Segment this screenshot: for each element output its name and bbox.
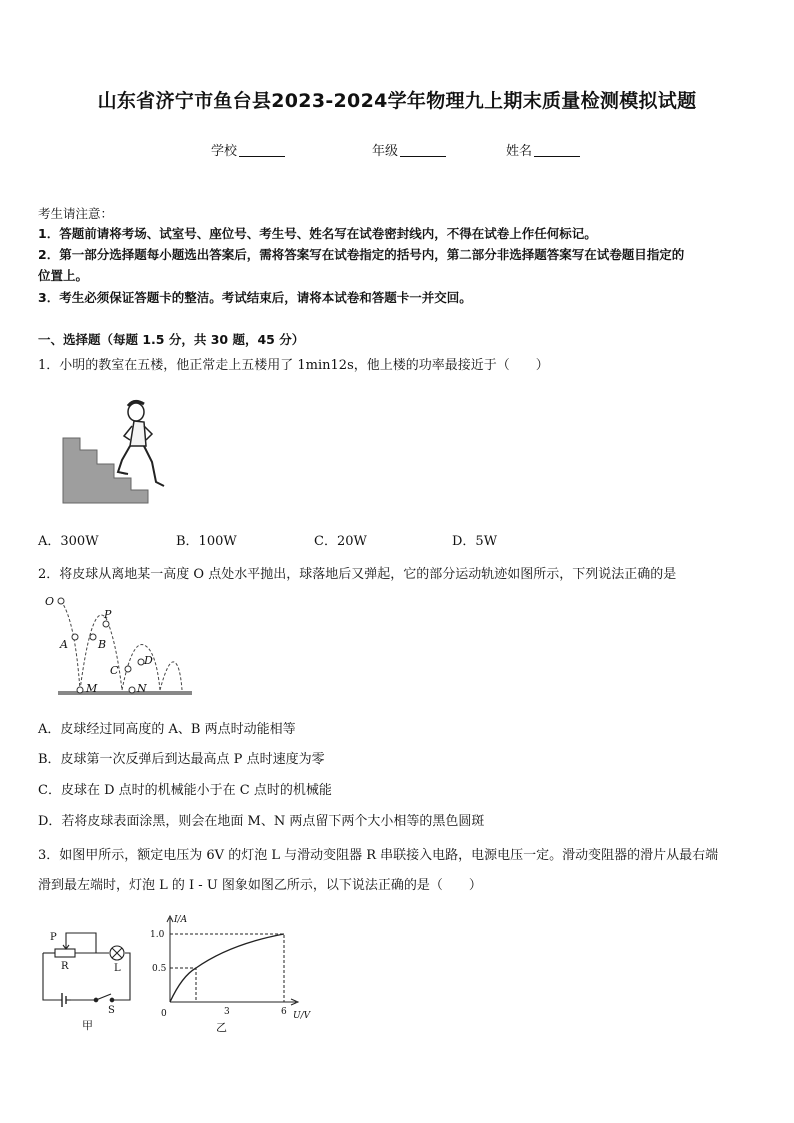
grade-label: 年级	[372, 144, 399, 159]
circuit-wire-left	[43, 953, 62, 1000]
q3-stem-line-1: 3．如图甲所示，额定电压为 6V 的灯泡 L 与滑动变阻器 R 串联接入电路，电源电压一定。滑动变阻器的滑片从最右端	[38, 848, 719, 863]
q1-option-c[interactable]: C．20W	[314, 534, 367, 549]
note-3: 3．考生必须保证答题卡的整洁。考试结束后，请将本试卷和答题卡一并交回。	[38, 290, 472, 305]
label-n: N	[137, 682, 147, 695]
ball-trajectory-figure	[40, 590, 200, 700]
iu-graph	[148, 910, 318, 1035]
label-m: M	[86, 682, 98, 695]
note-1: 1．答题前请将考场、试室号、座位号、考生号、姓名写在试卷密封线内，不得在试卷上作任何标记。	[38, 226, 597, 241]
x-tick-3: 3	[224, 1007, 230, 1017]
point-o-ball	[58, 598, 64, 604]
guide-half-a	[170, 968, 196, 1002]
q1-option-a[interactable]: A．300W	[38, 534, 99, 549]
point-p-ball	[103, 621, 109, 627]
school-blank[interactable]	[239, 143, 285, 157]
note-2: 2．第一部分选择题每小题选出答案后，需将答案写在试卷指定的括号内，第二部分非选择题答案写在试卷题目指定的	[38, 247, 685, 262]
switch-terminal-right	[110, 998, 114, 1002]
label-p: P	[104, 608, 112, 621]
stairs-figure	[60, 398, 170, 506]
q2-option-c[interactable]: C．皮球在 D 点时的机械能小于在 C 点时的机械能	[38, 783, 332, 798]
circuit-label-p: P	[50, 932, 57, 943]
point-m-ball	[77, 687, 83, 693]
q1-option-d[interactable]: D．5W	[452, 534, 498, 549]
battery-icon	[62, 993, 66, 1007]
staircase	[63, 438, 148, 503]
q1-option-b[interactable]: B．100W	[176, 534, 237, 549]
y-tick-1: 1.0	[150, 930, 165, 940]
origin-label: 0	[161, 1009, 167, 1019]
q2-option-b[interactable]: B．皮球第一次反弹后到达最高点 P 点时速度为零	[38, 752, 325, 767]
school-label: 学校	[211, 144, 238, 159]
label-c: C	[110, 664, 119, 677]
x-tick-6: 6	[281, 1007, 287, 1017]
point-a-ball	[72, 634, 78, 640]
circuit-label-s: S	[108, 1005, 115, 1016]
q3-stem-line-2: 滑到最左端时，灯泡 L 的 I - U 图象如图乙所示，以下说法正确的是（ ）	[38, 878, 482, 893]
grade-blank[interactable]	[400, 143, 446, 157]
q2-option-d[interactable]: D．若将皮球表面涂黑，则会在地面 M、N 两点留下两个大小相等的黑色圆斑	[38, 814, 485, 829]
name-label: 姓名	[506, 144, 533, 159]
q2-stem: 2．将皮球从离地某一高度 O 点处水平抛出，球落地后又弹起，它的部分运动轨迹如图所示，下列说法正确的是	[38, 567, 677, 582]
x-axis-label: U/V	[293, 1011, 311, 1021]
school-field[interactable]	[211, 140, 285, 159]
q2-option-a[interactable]: A．皮球经过同高度的 A、B 两点时动能相等	[38, 722, 296, 737]
circuit-caption: 甲	[82, 1019, 93, 1032]
point-b-ball	[90, 634, 96, 640]
label-b: B	[98, 638, 107, 651]
name-field[interactable]	[506, 140, 580, 159]
grade-field[interactable]	[372, 140, 446, 159]
name-blank[interactable]	[534, 143, 580, 157]
notes-heading: 考生请注意：	[38, 206, 114, 221]
y-tick-0-5: 0.5	[152, 964, 167, 974]
switch-icon	[96, 994, 111, 1000]
circuit-label-r: R	[61, 961, 69, 972]
rheostat-icon	[55, 949, 75, 957]
y-axis-label: I/A	[174, 915, 188, 925]
trajectory-path	[61, 601, 182, 690]
circuit-label-l: L	[114, 963, 121, 974]
note-2-continued: 位置上。	[38, 268, 89, 283]
point-c-ball	[125, 666, 131, 672]
q1-stem: 1．小明的教室在五楼，他正常走上五楼用了 1min12s，他上楼的功率最接近于（ ）	[38, 358, 549, 373]
section-heading: 一、选择题（每题 1.5 分，共 30 题，45 分）	[38, 332, 305, 347]
page-title: 山东省济宁市鱼台县2023-2024学年物理九上期末质量检测模拟试题	[97, 90, 697, 112]
circuit-diagram	[38, 925, 138, 1035]
label-d: D	[144, 654, 153, 667]
point-n-ball	[129, 687, 135, 693]
label-o: O	[45, 595, 55, 608]
boy-climbing-icon	[118, 401, 164, 486]
graph-caption: 乙	[216, 1021, 227, 1034]
label-a: A	[60, 638, 68, 651]
